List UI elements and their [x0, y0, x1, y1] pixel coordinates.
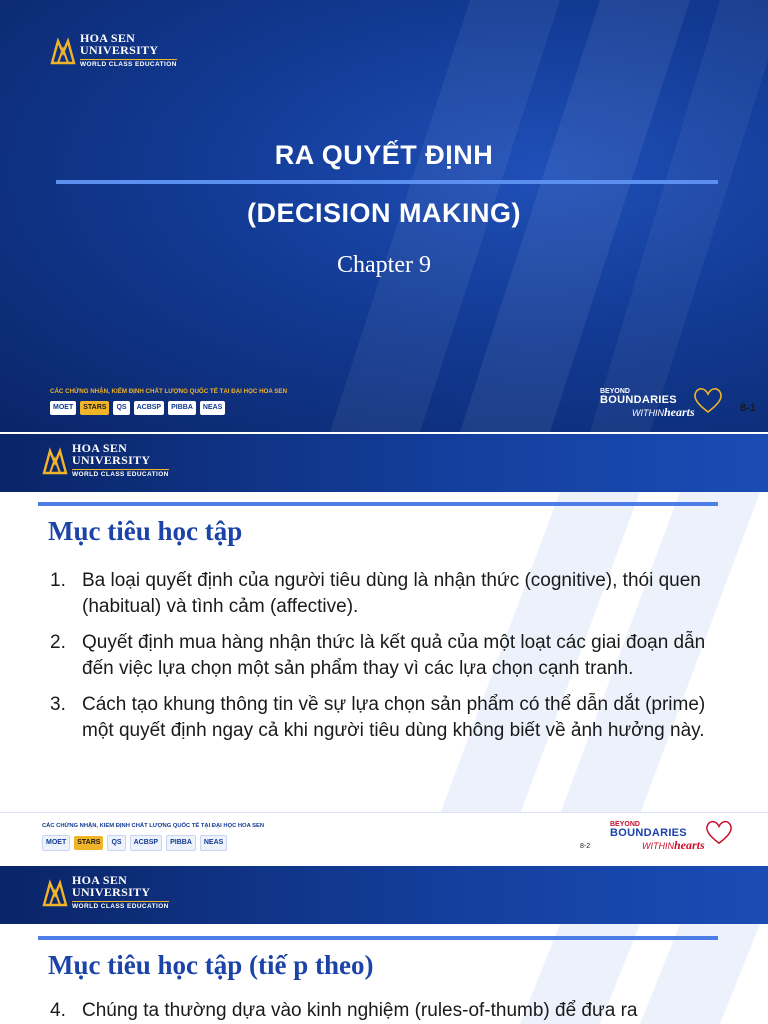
list-text: Cách tạo khung thông tin về sự lựa chọn sản phẩm có thể dẫn dắt (prime) một quyết định ngay cả khi người tiêu dùng không biết về ảnh hưởng này. [82, 694, 706, 741]
beyond-text: BEYOND [600, 388, 630, 395]
cert-badge-neas: NEAS [200, 401, 225, 415]
objectives-continued-slide [0, 866, 768, 1024]
list-item [48, 568, 718, 620]
page-number: 8-2 [580, 843, 591, 850]
hearts-text: hearts [674, 838, 705, 852]
beyond-boundaries-logo [610, 821, 705, 851]
cert-badge-stars: STARS [80, 401, 109, 415]
list-text: Ba loại quyết định của người tiêu dùng là nhận thức (cognitive), thói quen (habitual) và tình cảm (affective). [82, 570, 701, 617]
university-logo [42, 442, 169, 479]
beyond-text: BEYOND [610, 821, 640, 828]
cert-badge-stars: STARS [74, 836, 103, 850]
heart-outline-icon [692, 386, 724, 414]
slide-title-vietnamese: RA QUYẾT ĐỊNH [274, 140, 494, 170]
slide-title: Mục tiêu học tập [48, 516, 243, 546]
brand-line1: HOA SEN [80, 31, 136, 45]
objectives-list [48, 568, 718, 754]
boundaries-text: BOUNDARIES [600, 394, 677, 406]
slide-title: Mục tiêu học tập (tiế p theo) [48, 950, 374, 980]
within-text: WITHIN [632, 408, 664, 418]
certification-badges [42, 835, 227, 851]
brand-tagline: WORLD CLASS EDUCATION [72, 903, 169, 910]
lotus-logo-icon [42, 877, 68, 907]
university-logo [50, 32, 177, 69]
hearts-text: hearts [664, 405, 695, 419]
lotus-logo-icon [50, 35, 76, 65]
title-top-rule [38, 502, 718, 506]
cert-badge-pibba: PIBBA [168, 401, 196, 415]
brand-tagline: WORLD CLASS EDUCATION [72, 471, 169, 478]
page-number: 8-1 [740, 402, 756, 414]
list-number: 3. [50, 694, 66, 715]
cert-badge-moet: MOET [42, 835, 70, 851]
cert-badge-moet: MOET [50, 401, 76, 415]
list-text: Quyết định mua hàng nhận thức là kết quả của một loạt các giai đoạn dẫn đến việc lựa chọn một sản phẩm thay vì các lựa chọn cạnh tranh. [82, 632, 706, 679]
cert-badge-pibba: PIBBA [166, 835, 196, 851]
certification-title: CÁC CHỨNG NHẬN, KIỂM ĐỊNH CHẤT LƯỢNG QUỐC TẾ TẠI ĐẠI HỌC HOA SEN [50, 388, 288, 395]
cert-badge-qs: QS [107, 835, 125, 851]
beyond-boundaries-logo [600, 388, 695, 418]
brand-line1: HOA SEN [72, 873, 128, 887]
list-number: 2. [50, 632, 66, 653]
cert-badge-acbsp: ACBSP [130, 835, 163, 851]
certification-title: CÁC CHỨNG NHẬN, KIỂM ĐỊNH CHẤT LƯỢNG QUỐC TẾ TẠI ĐẠI HỌC HOA SEN [42, 823, 265, 829]
university-logo [42, 874, 169, 911]
brand-line2: UNIVERSITY [80, 43, 159, 57]
objectives-list [48, 998, 718, 1024]
boundaries-text: BOUNDARIES [610, 827, 687, 839]
list-item [48, 998, 718, 1024]
title-top-rule [38, 936, 718, 940]
chapter-subtitle: Chapter 9 [337, 252, 431, 278]
heart-outline-icon [704, 819, 734, 845]
objectives-slide [0, 434, 768, 866]
list-number: 1. [50, 570, 66, 591]
cert-badge-acbsp: ACBSP [134, 401, 165, 415]
title-slide [0, 0, 768, 432]
brand-tagline: WORLD CLASS EDUCATION [80, 61, 177, 68]
within-text: WITHIN [642, 841, 674, 851]
certification-badges [50, 401, 225, 415]
brand-line2: UNIVERSITY [72, 453, 151, 467]
title-divider [56, 180, 718, 184]
list-item [48, 630, 718, 682]
brand-line2: UNIVERSITY [72, 885, 151, 899]
list-item [48, 692, 718, 744]
list-text: Chúng ta thường dựa vào kinh nghiệm (rules-of-thumb) để đưa ra [82, 1000, 638, 1021]
cert-badge-qs: QS [113, 401, 129, 415]
slide-footer [0, 812, 768, 865]
cert-badge-neas: NEAS [200, 835, 227, 851]
list-number: 4. [50, 1000, 66, 1021]
brand-line1: HOA SEN [72, 441, 128, 455]
lotus-logo-icon [42, 445, 68, 475]
slide-title-english: (DECISION MAKING) [247, 198, 521, 228]
